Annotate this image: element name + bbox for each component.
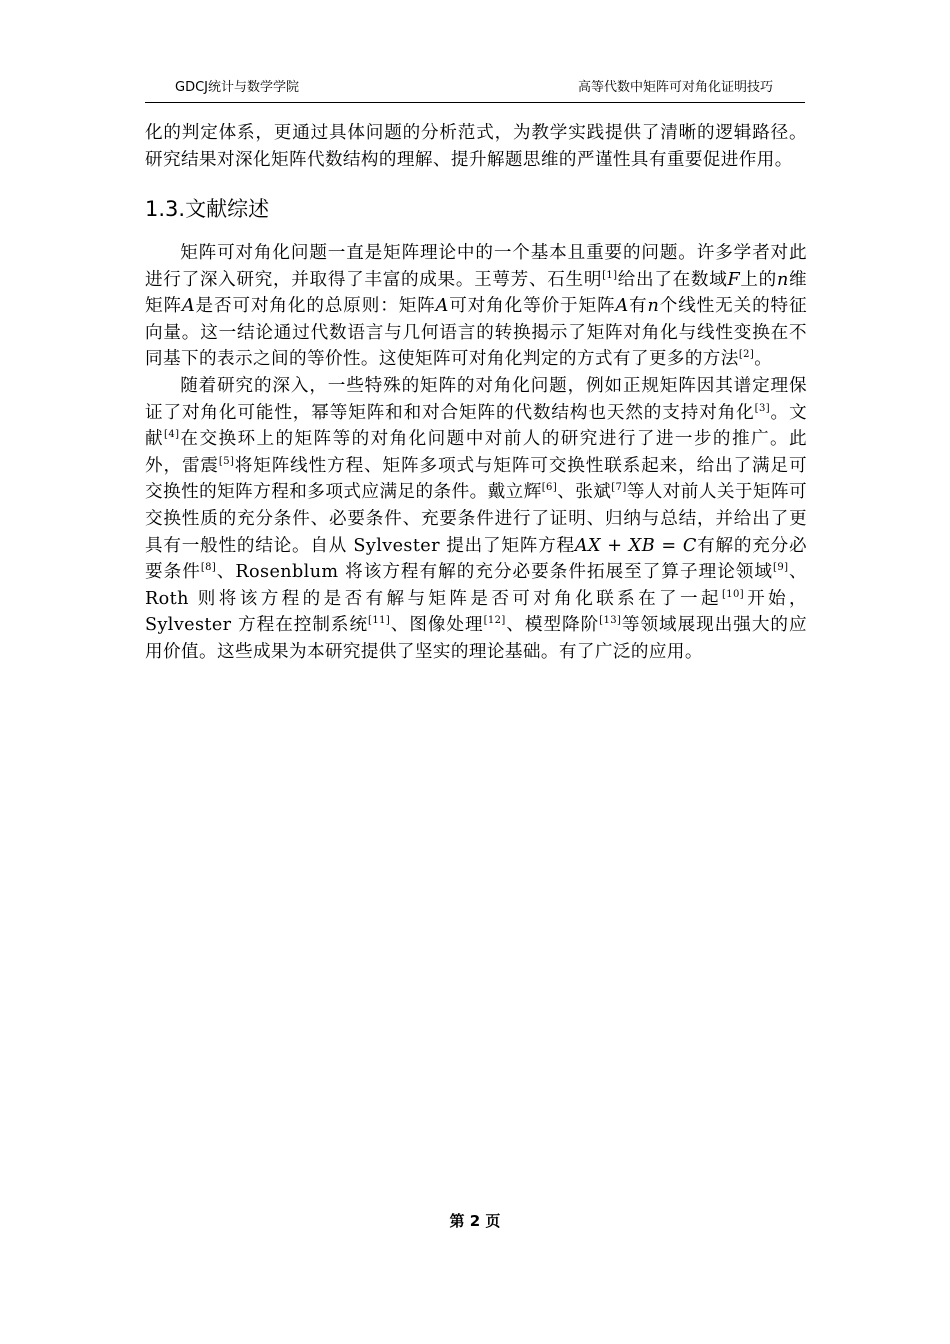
page-header (145, 78, 805, 100)
text-run: 维矩阵 (145, 269, 807, 317)
math-symbol: F (727, 269, 741, 290)
text-run: 。文献 (145, 402, 807, 450)
text-run: 有解的充分必要条件 (145, 535, 807, 583)
text-run: 个线性无关的特征向量。这一结论通过代数语言与几何语言的转换揭示了矩阵对角化与线性变换在不同基下的表示之间的等价性。这使矩阵可对角化判定的方式有了更多的方法 (145, 296, 808, 370)
text-run: 给出了在数域 (617, 269, 728, 290)
citation-ref: [4] (164, 429, 180, 441)
citation-ref: [6] (541, 482, 558, 494)
text-run: 有 (628, 296, 648, 317)
text-run: 上的 (740, 269, 777, 290)
text-run: 等领域展现出强大的应用价值。这些成果为本研究提供了坚实的理论基础。有了广泛的应用。 (145, 615, 807, 662)
citation-ref: [9] (773, 562, 789, 574)
citation-ref: [2] (738, 349, 755, 361)
text-run: 将矩阵线性方程、矩阵多项式与矩阵可交换性联系起来，给出了满足可交换性的矩阵方程和多项式应满足的条件。戴立辉 (145, 455, 807, 503)
citation-ref: [12] (483, 615, 506, 627)
text-run: 等人对前人关于矩阵可交换性质的充分条件、必要条件、充要条件进行了证明、归纳与总结，并给出了更具有一般性的结论。自从 Sylvester 提出了矩阵方程 (145, 482, 807, 556)
sylvester-equation: AX + XB = C (574, 535, 697, 556)
math-symbol: A (181, 296, 196, 317)
text-run: 、Roth 则将该方程的是否有解与矩阵是否可对角化联系在了一起 (145, 562, 807, 609)
review-paragraph-1 (145, 240, 807, 373)
text-run: 随着研究的深入，一些特殊的矩阵的对角化问题，例如正规矩阵因其谱定理保证了对角化可能性，幂等矩阵和和对合矩阵的代数结构也天然的支持对角化 (145, 375, 807, 423)
header-title: 高等代数中矩阵可对角化证明技巧 (577, 80, 773, 95)
text-run: 开始，Sylvester 方程在控制系统 (145, 588, 807, 636)
intro-paragraph: 化的判定体系，更通过具体问题的分析范式，为教学实践提供了清晰的逻辑路径。研究结果对深化矩阵代数结构的理解、提升解题思维的严谨性具有重要促进作用。 (145, 123, 807, 170)
header-institution: GDCJ统计与数学学院 (175, 80, 299, 95)
text-run: 在交换环上的矩阵等的对角化问题中对前人的研究进行了进一步的推广。此外，雷震 (145, 429, 807, 476)
math-symbol: n (647, 296, 660, 317)
section-heading: 1.3.文献综述 (145, 197, 270, 221)
literature-review (145, 240, 807, 666)
citation-ref: [1] (602, 269, 618, 281)
header-rule (145, 102, 805, 103)
text-run: 可对角化等价于矩阵 (448, 296, 616, 317)
citation-ref: [5] (218, 455, 235, 467)
intro-continuation (145, 120, 807, 173)
text-run: 、Rosenblum 将该方程有解的充分必要条件拓展至了算子理论领域 (216, 562, 774, 583)
citation-ref: [10] (721, 588, 745, 600)
math-symbol: A (435, 296, 449, 317)
text-run: 是否可对角化的总原则：矩阵 (195, 296, 436, 317)
review-paragraph-2 (145, 373, 807, 666)
text-run: 、图像处理 (390, 615, 484, 636)
text-run: 、张斌 (557, 482, 612, 503)
citation-ref: [7] (611, 482, 627, 494)
text-run: 、模型降阶 (505, 615, 600, 636)
citation-ref: [3] (754, 402, 771, 414)
text-run: 。 (754, 349, 773, 370)
citation-ref: [11] (368, 615, 391, 627)
citation-ref: [8] (200, 562, 217, 574)
page-number: 第 2 页 (449, 1212, 501, 1230)
text-run: 矩阵可对角化问题一直是矩阵理论中的一个基本且重要的问题。许多学者对此进行了深入研究，并取得了丰富的成果。王萼芳、石生明 (145, 243, 807, 290)
citation-ref: [13] (599, 615, 622, 627)
math-symbol: A (615, 296, 629, 317)
math-symbol: n (776, 269, 789, 290)
